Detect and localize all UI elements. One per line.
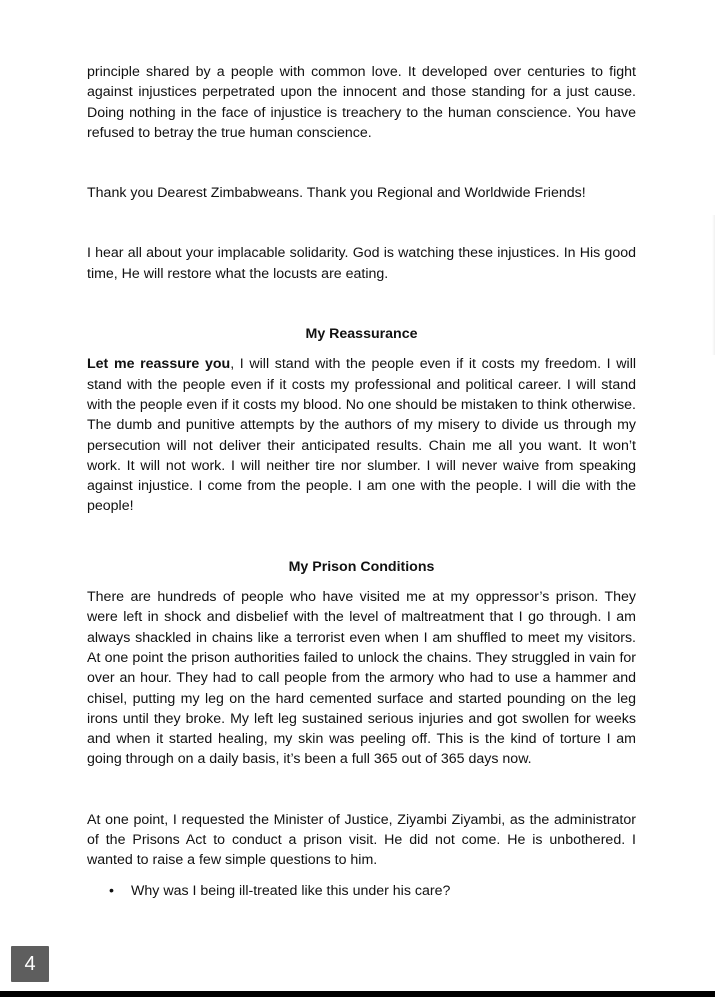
- paragraph-spacer: [87, 284, 636, 324]
- heading-my-prison-conditions: My Prison Conditions: [288, 558, 435, 575]
- question-list: [87, 881, 636, 901]
- paragraph-spacer: [87, 203, 636, 243]
- paragraph-spacer: [87, 517, 636, 557]
- paragraph-reassurance: [87, 354, 636, 516]
- bottom-page-border: [0, 991, 715, 997]
- paragraph-solidarity-principle: principle shared by a people with common love. It developed over centuries to fight against injustices perpetrated upon the innocent and those standing for a just cause. Doing nothing in the face of injustice is treachery to the human conscience. You have refused to betray the true human conscience.: [87, 64, 636, 141]
- paragraph-minister-request: At one point, I requested the Minister of Justice, Ziyambi Ziyambi, as the administrator of the Prisons Act to conduct a prison visit. He did not come. He is unbothered. I wanted to raise a few simple questions to him.: [87, 811, 636, 869]
- reassurance-lead-bold: Let me reassure you: [87, 356, 231, 373]
- paragraph-spacer: [87, 770, 636, 810]
- list-item-text: Why was I being ill-treated like this under his care?: [131, 882, 451, 899]
- document-page: [87, 62, 636, 901]
- paragraph-thank-you: Thank you Dearest Zimbabweans. Thank you Regional and Worldwide Friends!: [87, 185, 586, 202]
- paragraph-prison-conditions: There are hundreds of people who have visited me at my oppressor’s prison. They were left in shock and disbelief with the level of maltreatment that I go through. I am always shackled in chains like a terrorist even when I am shuffled to meet my visitors. At one point the prison authorities failed to unlock the chains. They struggled in vain for over an hour. They had to call people from the armory who had to use a hammer and chisel, putting my leg on the hard cemented surface and started pounding on the leg irons until they broke. My left leg sustained serious injuries and got swollen for weeks and when it started healing, my skin was peeling off. This is the kind of torture I am going through on a daily basis, it’s been a full 365 out of 365 days now.: [87, 589, 636, 768]
- paragraph-spacer: [87, 143, 636, 183]
- paragraph-spacer: [87, 871, 636, 881]
- page-number-badge: 4: [11, 946, 49, 982]
- paragraph-implacable-solidarity: I hear all about your implacable solidarity. God is watching these injustices. In His good time, He will restore what the locusts are eating.: [87, 245, 636, 282]
- heading-my-reassurance: My Reassurance: [305, 326, 418, 343]
- paragraph-spacer: [87, 577, 636, 587]
- list-item: [87, 881, 636, 901]
- reassurance-body: , I will stand with the people even if it costs my freedom. I will stand with the people even if it costs my professional and political career. I will stand with the people even if it costs my blood. No one should be mistaken to think otherwise. The dumb and punitive attempts by the authors of my misery to divide us through my persecution will not deliver their anticipated results. Chain me all you want. It won’t work. It will not work. I will neither tire nor slumber. I will never waive from speaking against injustice. I come from the people. I am one with the people. I will die with the people!: [87, 356, 636, 515]
- bullet-icon: •: [109, 882, 114, 899]
- paragraph-spacer: [87, 344, 636, 354]
